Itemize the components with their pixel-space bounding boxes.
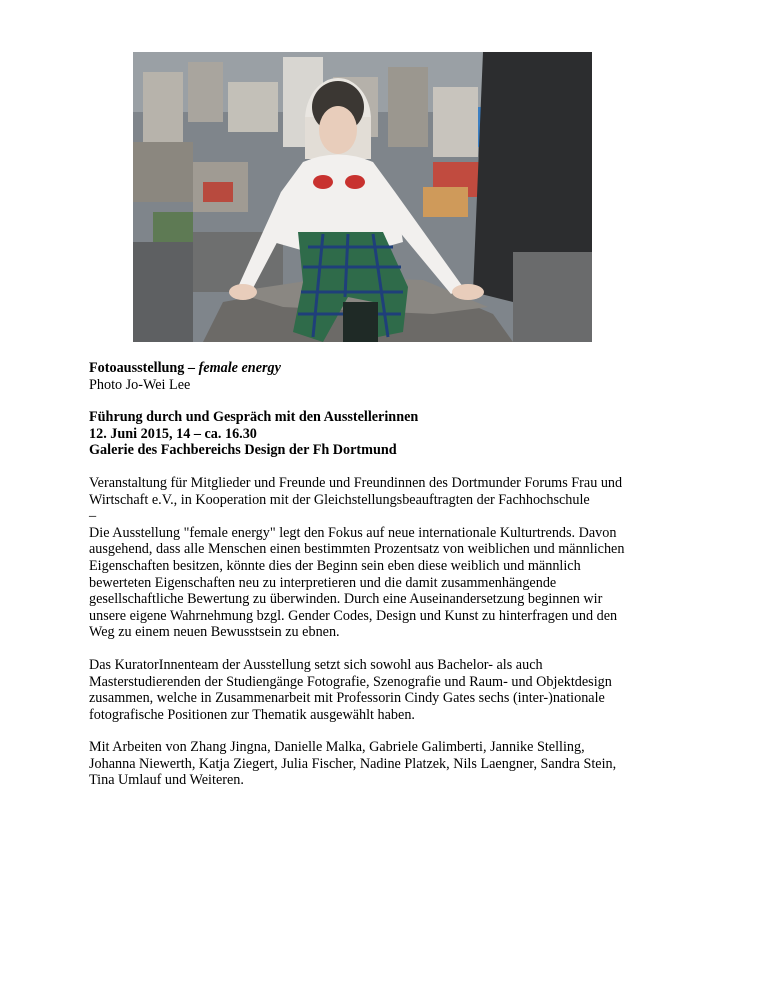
paragraph-line: Das KuratorInnenteam der Ausstellung setzt sich sowohl aus Bachelor- als auch <box>89 656 543 673</box>
paragraph-intro <box>89 475 689 641</box>
paragraph-line: Tina Umlauf und Weiteren. <box>89 772 244 789</box>
paragraph-line: unsere eigene Wahrnehmung bzgl. Gender Codes, Design und Kunst zu hinterfragen und den <box>89 607 618 624</box>
event-venue: Galerie des Fachbereichs Design der Fh Dortmund <box>89 442 397 459</box>
event-date: 12. Juni 2015, 14 – ca. 16.30 <box>89 425 257 442</box>
paragraph-line: Wirtschaft e.V., in Kooperation mit der Gleichstellungsbeauftragten der Fachhochschule <box>89 491 590 508</box>
article-text <box>89 360 689 805</box>
paragraph-line: Mit Arbeiten von Zhang Jingna, Danielle Malka, Gabriele Galimberti, Jannike Stelling, <box>89 739 585 756</box>
photo-credit: Photo Jo-Wei Lee <box>89 376 191 393</box>
exhibition-photo <box>133 52 592 342</box>
paragraph-artists <box>89 739 689 789</box>
paragraph-line: Masterstudierenden der Studiengänge Fotografie, Szenografie und Raum- und Objektdesign <box>89 673 612 690</box>
paragraph-line: Eigenschaften besitzen, könnte dies der Beginn sein eben diese weiblich und männlich <box>89 557 581 574</box>
title-prefix: Fotoausstellung – <box>89 360 199 376</box>
paragraph-line: ausgehend, dass alle Menschen einen bestimmten Prozentsatz von weiblichen und männlichen <box>89 541 625 558</box>
exhibition-title <box>89 360 689 377</box>
title-italic: female energy <box>198 360 281 376</box>
paragraph-line: – <box>89 508 97 525</box>
paragraph-line: Veranstaltung für Mitglieder und Freunde und Freundinnen des Dortmunder Forums Frau und <box>89 474 623 491</box>
paragraph-line: fotografische Positionen zur Thematik ausgewählt haben. <box>89 706 415 723</box>
paragraph-line: bewerteten Eigenschaften neu zu interpretieren und die damit zusammenhängende <box>89 574 557 591</box>
paragraph-line: Johanna Niewerth, Katja Ziegert, Julia Fischer, Nadine Platzek, Nils Laengner, Sandra Stein, <box>89 755 617 772</box>
event-details <box>89 409 689 459</box>
event-heading: Führung durch und Gespräch mit den Ausstellerinnen <box>89 409 419 426</box>
paragraph-curators <box>89 657 689 723</box>
paragraph-line: zusammen, welche in Zusammenarbeit mit Professorin Cindy Gates sechs (inter-)nationale <box>89 690 605 707</box>
paragraph-line: Weg zu einem neuen Bewusstsein zu ebnen. <box>89 624 340 641</box>
title-block <box>89 360 689 393</box>
exhibition-photo-image <box>133 52 592 342</box>
paragraph-line: gesellschaftliche Bewertung zu überwinden. Durch eine Auseinandersetzung beginnen wir <box>89 591 603 608</box>
paragraph-line: Die Ausstellung "female energy" legt den Fokus auf neue internationale Kulturtrends. Davon <box>89 524 617 541</box>
